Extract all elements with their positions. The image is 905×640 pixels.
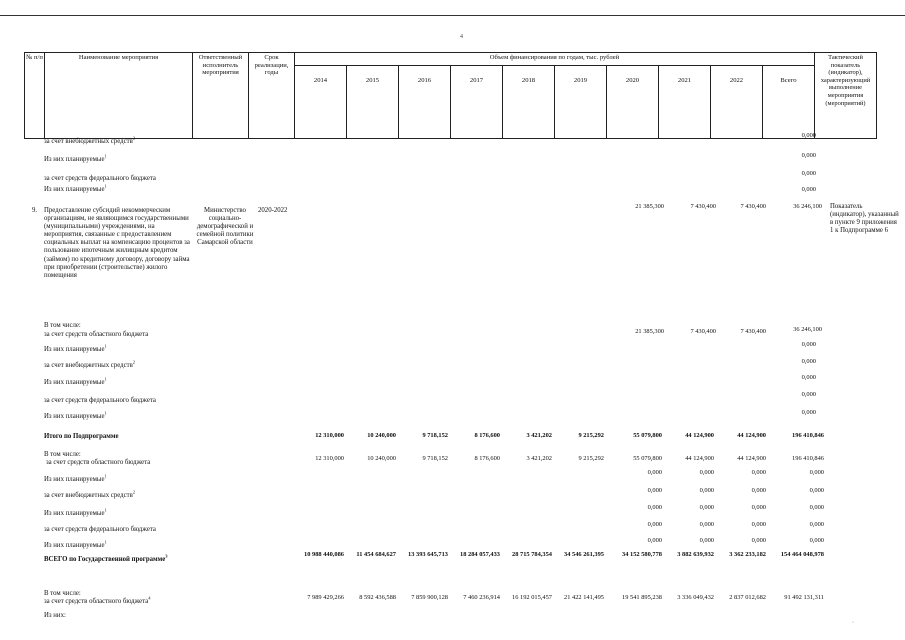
value-cell: 44 124,900	[737, 432, 766, 439]
item-term: 2020-2022	[258, 207, 288, 214]
value-cell: 0,000	[699, 487, 714, 494]
total-value: 0,000	[801, 132, 816, 139]
row-label: за счет внебюджетных средств$^2$	[44, 489, 136, 499]
value-cell: 9 215,292	[578, 432, 604, 439]
value-cell: 12 310,000	[315, 432, 344, 439]
row-label: В том числе:	[44, 322, 81, 329]
value-cell: 0,000	[647, 469, 662, 476]
header-term: Срок реализации, годы	[249, 53, 295, 139]
scan-border-line	[0, 15, 905, 16]
value-cell: 10 240,000	[367, 455, 396, 462]
total-value: 0,000	[801, 186, 816, 193]
value-2022: 7 430,400	[740, 328, 766, 335]
row-label: Из них планируемые$^1$	[44, 153, 107, 163]
header-year: 2019	[555, 66, 607, 139]
row-label: Из них:	[44, 612, 66, 619]
value-cell: 3 336 049,432	[677, 594, 714, 601]
value-cell: 55 079,800	[633, 432, 662, 439]
value-cell: 0,000	[699, 469, 714, 476]
item-indicator: Показатель (индикатор), указанный в пункте 9 приложения 1 к Подпрограмме 6	[830, 203, 899, 235]
value-cell: 0,000	[751, 469, 766, 476]
value-cell: 0,000	[699, 521, 714, 528]
row-label: за счет внебюджетных средств$^2$	[44, 135, 136, 145]
row-label: Из них планируемые$^1$	[44, 473, 107, 483]
row-label: за счет средств областного бюджета	[46, 459, 151, 466]
header-year: 2015	[347, 66, 399, 139]
value-cell: 0,000	[647, 487, 662, 494]
table-header	[24, 52, 877, 139]
value-cell: 34 546 261,395	[564, 551, 604, 558]
total-value: 0,000	[801, 170, 816, 177]
value-2020: 21 385,300	[635, 203, 664, 210]
row-label: Из них планируемые$^1$	[44, 410, 107, 420]
itogo-label: Итого по Подпрограмме	[44, 433, 119, 440]
total-value: 0,000	[801, 391, 816, 398]
value-cell: 7 989 429,266	[307, 594, 344, 601]
value-cell: 196 410,846	[792, 455, 824, 462]
value-cell: 3 421,202	[526, 432, 552, 439]
header-name: Наименование мероприятия	[45, 53, 193, 139]
value-cell: 0,000	[809, 537, 824, 544]
header-indicator: Тактический показатель (индикатор), характеризующий выполнение мероприятия (мероприятий)	[815, 53, 877, 139]
value-cell: 0,000	[699, 504, 714, 511]
value-cell: 0,000	[809, 469, 824, 476]
vsego-label: ВСЕГО по Государственной программе$^3$	[44, 553, 168, 563]
total-value: 36 246,100	[793, 203, 822, 210]
row-label: за счет средств областного бюджета$^4$	[44, 595, 151, 605]
header-executor: Ответственный исполнитель мероприятия	[193, 53, 249, 139]
value-cell: 44 124,900	[737, 455, 766, 462]
row-label: за счет внебюджетных средств$^2$	[44, 359, 136, 369]
header-year: 2016	[399, 66, 451, 139]
header-no: № п/п	[25, 53, 45, 139]
item-name: Предоставление субсидий некоммерческим организациям, не являющимся государственными (муниципальными) учреждениями, на мероприятия, связанные с предоставлением социальных выплат на компенсацию процентов за пользование ипотечным жилищным кредитом (займом) по кредитному договору, договору займа при приобретении (строительстве) жилого помещения	[44, 207, 190, 279]
value-cell: 21 422 141,495	[564, 594, 604, 601]
value-cell: 13 393 645,713	[408, 551, 448, 558]
value-cell: 19 541 895,238	[622, 594, 662, 601]
header-year: 2017	[451, 66, 503, 139]
value-cell: 0,000	[809, 487, 824, 494]
value-cell: 9 718,152	[422, 432, 448, 439]
value-cell: 10 988 440,086	[304, 551, 344, 558]
value-cell: 44 124,900	[685, 455, 714, 462]
value-cell: 0,000	[647, 521, 662, 528]
total-value: 0,000	[801, 358, 816, 365]
total-value: 36 246,100	[793, 326, 822, 333]
header-funding: Объем финансирования по годам, тыс. рублей	[295, 53, 815, 66]
value-cell: 9 215,292	[578, 455, 604, 462]
row-label: Из них планируемые$^1$	[44, 183, 107, 193]
value-cell: 3 362 233,182	[729, 551, 766, 558]
value-cell: 7 460 236,914	[463, 594, 500, 601]
value-cell: 55 079,800	[633, 455, 662, 462]
value-cell: 34 152 580,778	[622, 551, 662, 558]
value-cell: 0,000	[647, 504, 662, 511]
header-year: 2021	[659, 66, 711, 139]
value-cell: 9 718,152	[422, 455, 448, 462]
row-label: В том числе:	[44, 451, 81, 458]
value-cell: 8 592 436,588	[359, 594, 396, 601]
value-cell: 0,000	[699, 537, 714, 544]
value-cell: 196 410,846	[792, 432, 824, 439]
item-number: 9.	[32, 207, 38, 214]
row-label: за счет средств областного бюджета	[44, 331, 149, 338]
scan-mark: ·	[852, 620, 854, 626]
scan-mark: 4	[460, 34, 463, 40]
value-cell: 10 240,000	[367, 432, 396, 439]
row-label: Из них планируемые$^1$	[44, 343, 107, 353]
total-value: 0,000	[801, 341, 816, 348]
value-cell: 16 192 015,457	[512, 594, 552, 601]
value-cell: 0,000	[751, 537, 766, 544]
total-value: 0,000	[801, 409, 816, 416]
value-2021: 7 430,400	[690, 203, 716, 210]
value-cell: 3 421,202	[526, 455, 552, 462]
header-year: 2018	[503, 66, 555, 139]
total-value: 0,000	[801, 374, 816, 381]
row-label: Из них планируемые$^1$	[44, 539, 107, 549]
row-label: за счет средств федерального бюджета	[44, 526, 156, 533]
header-year: 2020	[607, 66, 659, 139]
header-year: 2014	[295, 66, 347, 139]
value-cell: 0,000	[751, 521, 766, 528]
value-cell: 0,000	[751, 487, 766, 494]
row-label: за счет средств федерального бюджета	[44, 175, 156, 182]
total-value: 0,000	[801, 152, 816, 159]
value-cell: 7 859 900,128	[411, 594, 448, 601]
value-cell: 91 492 131,311	[784, 594, 824, 601]
value-cell: 154 464 048,978	[780, 551, 824, 558]
row-label: Из них планируемые$^1$	[44, 376, 107, 386]
value-cell: 0,000	[809, 521, 824, 528]
value-cell: 8 176,600	[474, 455, 500, 462]
row-label: В том числе:	[44, 590, 81, 597]
row-label: за счет средств федерального бюджета	[44, 397, 156, 404]
item-executor: Министерство социально-демографической и семейной политики Самарской области	[196, 207, 254, 247]
header-year: 2022	[711, 66, 763, 139]
header-year: Всего	[763, 66, 815, 139]
value-2020: 21 385,300	[635, 328, 664, 335]
value-2022: 7 430,400	[740, 203, 766, 210]
value-2021: 7 430,400	[690, 328, 716, 335]
value-cell: 0,000	[751, 504, 766, 511]
value-cell: 2 837 012,682	[729, 594, 766, 601]
value-cell: 18 284 057,433	[460, 551, 500, 558]
value-cell: 44 124,900	[685, 432, 714, 439]
value-cell: 0,000	[809, 504, 824, 511]
value-cell: 11 454 684,627	[356, 551, 396, 558]
value-cell: 8 176,600	[474, 432, 500, 439]
value-cell: 12 310,000	[315, 455, 344, 462]
row-label: Из них планируемые$^1$	[44, 507, 107, 517]
value-cell: 28 715 784,354	[512, 551, 552, 558]
value-cell: 3 882 639,932	[677, 551, 714, 558]
value-cell: 0,000	[647, 537, 662, 544]
